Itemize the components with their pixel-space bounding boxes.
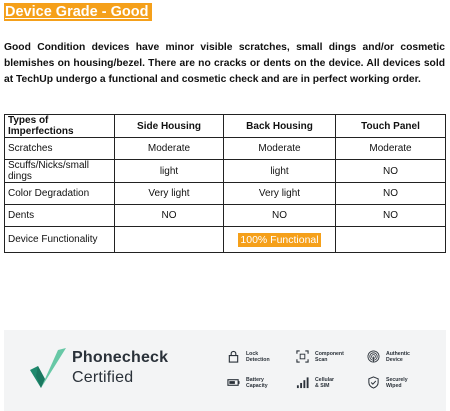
imperfections-table	[4, 114, 446, 253]
brand-subtitle: Certified	[72, 369, 134, 386]
signal-icon	[296, 376, 309, 389]
table-cell: Moderate	[224, 138, 336, 160]
table-row	[5, 205, 446, 227]
table-cell: light	[224, 160, 336, 183]
scan-icon	[296, 350, 309, 363]
column-header: Side Housing	[115, 115, 224, 138]
battery-icon	[227, 376, 240, 389]
table-row	[5, 138, 446, 160]
table-cell: Color Degradation	[5, 183, 115, 205]
column-header: Back Housing	[224, 115, 336, 138]
feature-label: Authentic Device	[386, 350, 410, 363]
feature-label: Battery Capacity	[246, 376, 268, 389]
table-cell	[115, 227, 224, 253]
table-cell: Moderate	[115, 138, 224, 160]
feature-securely-wiped	[367, 376, 420, 389]
table-cell: Moderate	[336, 138, 446, 160]
grade-description: Good Condition devices have minor visible scratches, small dings and/or cosmetic blemishes on housing/bezel. There are no cracks or dents on the device. All devices sold at TechUp undergo a functional and cosmetic check and are in perfect working order.	[4, 42, 445, 85]
table-row	[5, 160, 446, 183]
fingerprint-icon	[367, 350, 380, 363]
functionality-label: Device Functionality	[5, 227, 115, 253]
table-cell: NO	[336, 160, 446, 183]
table-cell: Dents	[5, 205, 115, 227]
table-cell: NO	[115, 205, 224, 227]
table-cell: Very light	[224, 183, 336, 205]
column-header: Touch Panel	[336, 115, 446, 138]
page-title: Device Grade - Good	[4, 3, 152, 21]
table-cell: Scuffs/Nicks/small dings	[5, 160, 115, 183]
table-cell: light	[115, 160, 224, 183]
table-cell: Scratches	[5, 138, 115, 160]
table-cell: NO	[224, 205, 336, 227]
feature-label: Securely Wiped	[386, 376, 408, 389]
table-header-row	[5, 115, 446, 138]
certification-footer	[4, 330, 446, 411]
phonecheck-logo-icon	[28, 346, 68, 390]
feature-authentic-device	[367, 350, 420, 363]
feature-label: Cellular & SIM	[315, 376, 335, 389]
table-cell: Very light	[115, 183, 224, 205]
brand-name: Phonecheck	[72, 349, 169, 366]
lock-icon	[227, 350, 240, 363]
feature-battery-capacity	[227, 376, 280, 389]
table-cell	[224, 227, 336, 253]
feature-label: Lock Detection	[246, 350, 270, 363]
feature-component-scan	[296, 350, 349, 363]
column-header: Types of Imperfections	[5, 115, 115, 138]
feature-label: Component Scan	[315, 350, 344, 363]
functionality-badge: 100% Functional	[240, 233, 319, 246]
table-cell	[336, 227, 446, 253]
table-cell: NO	[336, 183, 446, 205]
table-row	[5, 183, 446, 205]
feature-lock-detection	[227, 350, 280, 363]
feature-cellular-sim	[296, 376, 349, 389]
table-cell: NO	[336, 205, 446, 227]
functionality-row	[5, 227, 446, 253]
wipe-icon	[367, 376, 380, 389]
